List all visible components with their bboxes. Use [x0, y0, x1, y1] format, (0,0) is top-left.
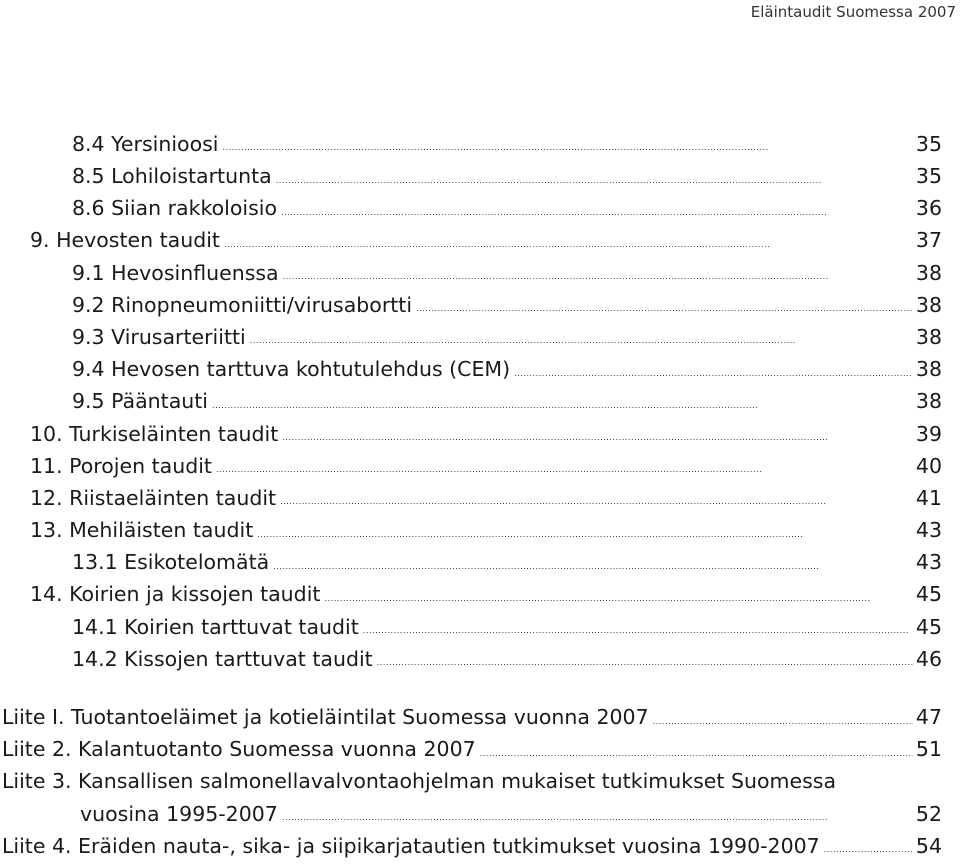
toc-page: 46 — [915, 646, 942, 671]
toc-entry[interactable] — [0, 611, 960, 643]
toc-label: 14. Koirien ja kissojen taudit — [30, 582, 321, 607]
section-gap — [0, 675, 960, 701]
toc-page: 41 — [915, 485, 942, 510]
toc-page: 45 — [915, 614, 942, 639]
toc-label: 14.1 Koirien tarttuvat taudit — [72, 614, 359, 639]
toc-entry[interactable] — [0, 128, 960, 160]
toc-page: 38 — [915, 324, 942, 349]
toc-leader — [824, 836, 913, 857]
toc-entry[interactable] — [0, 192, 960, 224]
toc-page: 39 — [915, 421, 942, 446]
toc-page: 43 — [915, 550, 942, 575]
toc-page: 35 — [915, 131, 942, 156]
toc-label: 9.2 Rinopneumoniitti/virusabortti — [72, 292, 413, 317]
toc-leader — [273, 552, 913, 573]
toc-entry[interactable] — [0, 643, 960, 675]
toc-page: 36 — [915, 196, 942, 221]
toc-label: 8.5 Lohiloistartunta — [72, 164, 272, 189]
toc-leader — [224, 230, 913, 251]
toc-entry[interactable] — [0, 386, 960, 418]
toc-entry[interactable] — [0, 321, 960, 353]
toc-page: 52 — [915, 801, 942, 826]
toc-leader — [281, 198, 913, 219]
toc-leader — [282, 424, 913, 445]
toc-leader — [222, 134, 912, 155]
toc-leader — [250, 327, 913, 348]
toc-label: 9.3 Virusarteriitti — [72, 324, 246, 349]
toc-page: 40 — [915, 453, 942, 478]
toc-label: 11. Porojen taudit — [30, 453, 212, 478]
toc-leader — [216, 456, 913, 477]
toc-leader — [282, 804, 913, 825]
toc-label: vuosina 1995-2007 — [80, 801, 278, 826]
toc-entry[interactable] — [0, 257, 960, 289]
toc-page: 47 — [915, 705, 942, 730]
toc-leader — [377, 649, 913, 670]
toc-leader — [280, 488, 913, 509]
appendix-entry[interactable] — [0, 830, 960, 862]
toc-label: 9.4 Hevosen tarttuva kohtutulehdus (CEM) — [72, 357, 511, 382]
toc-leader — [324, 584, 912, 605]
toc-entry[interactable] — [0, 450, 960, 482]
toc-page: 38 — [915, 260, 942, 285]
toc-page: 45 — [915, 582, 942, 607]
toc-page: 38 — [915, 357, 942, 382]
toc-leader — [416, 295, 913, 316]
toc-label: 9. Hevosten taudit — [30, 228, 220, 253]
toc-page: 43 — [915, 518, 942, 543]
toc-leader — [257, 520, 913, 541]
toc-leader — [283, 263, 913, 284]
toc-page: 38 — [915, 389, 942, 414]
toc-label: 13. Mehiläisten taudit — [30, 518, 254, 543]
table-of-contents — [0, 128, 960, 862]
toc-label: 8.6 Siian rakkoloisio — [72, 196, 277, 221]
toc-label: Liite I. Tuotantoeläimet ja kotieläintilat Suomessa vuonna 2007 — [2, 705, 649, 730]
toc-leader — [363, 617, 913, 638]
toc-entry[interactable] — [0, 546, 960, 578]
toc-entry[interactable] — [0, 225, 960, 257]
toc-leader — [480, 739, 913, 760]
appendix-entry[interactable] — [0, 733, 960, 765]
toc-label: 12. Riistaeläinten taudit — [30, 485, 277, 510]
toc-page: 38 — [915, 292, 942, 317]
appendix-entry-continuation[interactable] — [0, 798, 960, 830]
toc-leader — [514, 359, 913, 380]
toc-leader — [653, 707, 913, 728]
toc-label: 9.5 Pääntauti — [72, 389, 209, 414]
toc-label: 14.2 Kissojen tarttuvat taudit — [72, 646, 373, 671]
toc-label: 9.1 Hevosinfluenssa — [72, 260, 279, 285]
toc-entry[interactable] — [0, 482, 960, 514]
toc-label: Liite 3. Kansallisen salmonellavalvontaohjelman mukaiset tutkimukset Suomessa — [2, 769, 837, 794]
running-header: Eläintaudit Suomessa 2007 — [750, 3, 956, 21]
toc-leader — [212, 391, 913, 412]
toc-entry[interactable] — [0, 353, 960, 385]
toc-leader — [276, 166, 913, 187]
toc-entry[interactable] — [0, 579, 960, 611]
toc-page: 51 — [915, 737, 942, 762]
toc-page: 54 — [915, 833, 942, 858]
toc-entry[interactable] — [0, 160, 960, 192]
toc-label: 13.1 Esikotelomätä — [72, 550, 270, 575]
toc-label: Liite 4. Eräiden nauta-, sika- ja siipikarjatautien tutkimukset vuosina 1990-2007 — [2, 833, 820, 858]
toc-label: 10. Turkiseläinten taudit — [30, 421, 279, 446]
toc-label: 8.4 Yersinioosi — [72, 131, 219, 156]
toc-entry[interactable] — [0, 514, 960, 546]
toc-label: Liite 2. Kalantuotanto Suomessa vuonna 2007 — [2, 737, 476, 762]
appendix-entry[interactable] — [0, 701, 960, 733]
appendix-entry[interactable] — [0, 766, 960, 798]
toc-page: 35 — [915, 164, 942, 189]
toc-entry[interactable] — [0, 289, 960, 321]
toc-entry[interactable] — [0, 418, 960, 450]
toc-page: 37 — [915, 228, 942, 253]
